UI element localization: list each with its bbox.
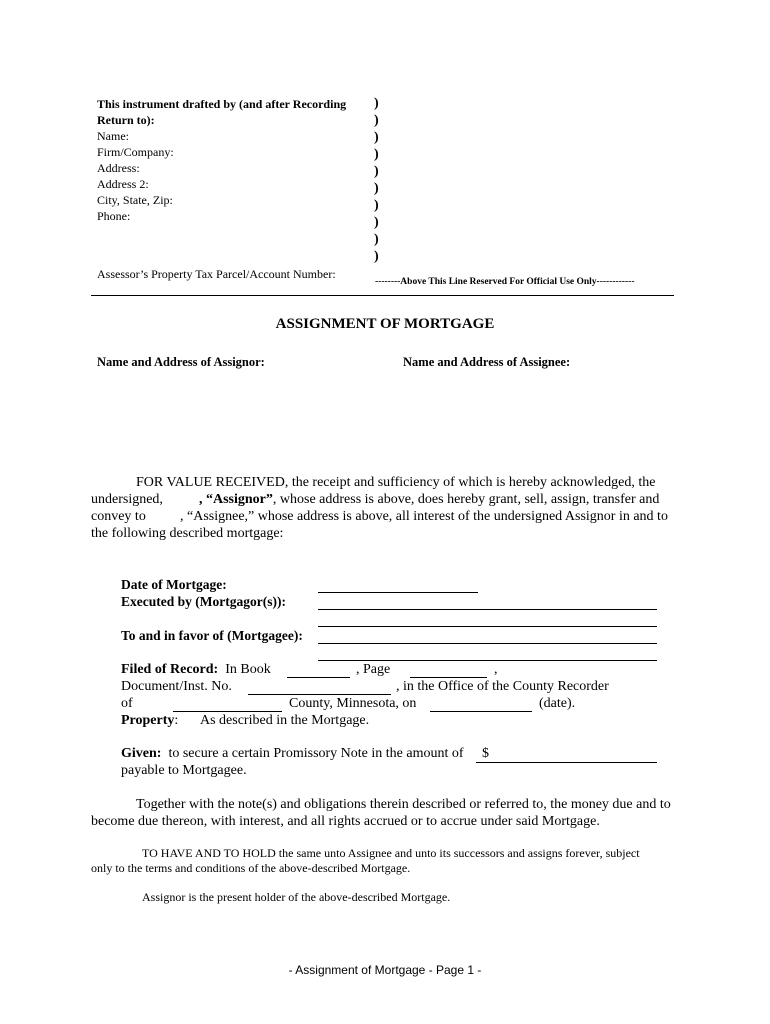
property-row [121,713,178,729]
document-title: ASSIGNMENT OF MORTGAGE [275,316,495,332]
property-colon: : [174,713,179,728]
together-line-2: become due thereon, with interest, and all rights accrued or to accrue under said Mortgage. [91,814,600,829]
together-line-1: Together with the note(s) and obligations therein described or referred to, the money due and to [136,797,671,812]
paren-mark: ) [374,215,379,230]
page-text: , Page [356,662,391,677]
assignor-label: Name and Address of Assignor: [97,355,265,369]
payable-text: payable to Mortgagee. [121,763,247,778]
given-label: Given: [121,746,162,761]
paren-mark: ) [374,147,379,162]
property-text: As described in the Mortgage. [200,713,370,728]
mortgagee-blank-2 [318,660,657,661]
firm-label: Firm/Company: [97,145,174,159]
page-blank [410,677,487,678]
parcel-label: Assessor’s Property Tax Parcel/Account Number: [97,267,336,281]
executed-by-blank [318,609,657,610]
convey-to-text: convey to [91,509,146,524]
filed-of-record-row [121,662,271,678]
paren-mark: ) [374,96,379,111]
county-minnesota-text: County, Minnesota, on [289,696,417,711]
assignor-term: , “Assignor” [199,492,273,507]
county-recorder-text: , in the Office of the County Recorder [396,679,609,694]
consideration-line-2-rest: , whose address is above, does hereby grant, sell, assign, transfer and [272,492,660,507]
amount-blank [476,762,657,763]
name-label: Name: [97,129,129,143]
mortgagee-label: To and in favor of (Mortgagee): [121,628,303,643]
date-of-mortgage-label: Date of Mortgage: [121,577,227,592]
address2-label: Address 2: [97,177,149,191]
recorded-date-blank [430,711,532,712]
habendum-line-1: TO HAVE AND TO HOLD the same unto Assignee and unto its successors and assigns forever, subject [142,846,640,860]
in-book-text: In Book [225,662,271,677]
property-label: Property [121,713,175,728]
header-divider [91,295,674,296]
county-blank [173,711,282,712]
mortgagee-blank [318,643,657,644]
paren-mark: ) [374,130,379,145]
consideration-line-2 [199,492,659,508]
executed-by-blank-2 [318,626,657,627]
page-footer: - Assignment of Mortgage - Page 1 - [288,963,482,977]
doc-inst-label: Document/Inst. No. [121,679,232,694]
page-comma: , [494,662,498,677]
paren-mark: ) [374,249,379,264]
paren-mark: ) [374,232,379,247]
undersigned-text: undersigned, [91,492,163,507]
date-of-mortgage-blank [318,592,478,593]
book-blank [287,677,350,678]
filed-of-record-label: Filed of Record: [121,662,219,677]
given-row [121,746,464,762]
paren-mark: ) [374,198,379,213]
paren-mark: ) [374,113,379,128]
executed-by-label: Executed by (Mortgagor(s)): [121,594,286,609]
habendum-line-2: only to the terms and conditions of the above-described Mortgage. [91,861,411,875]
assignee-label: Name and Address of Assignee: [403,355,571,369]
date-suffix: (date). [539,696,576,711]
city-state-zip-label: City, State, Zip: [97,193,173,207]
paren-mark: ) [374,164,379,179]
given-text: to secure a certain Promissory Note in the amount of [168,746,464,761]
dollar-sign: $ [482,746,489,761]
doc-inst-blank [248,694,391,695]
official-use-note: --------Above This Line Reserved For Official Use Only------------ [375,277,635,287]
consideration-line-4: the following described mortgage: [91,526,284,541]
phone-label: Phone: [97,209,131,223]
holder-statement: Assignor is the present holder of the above-described Mortgage. [142,890,451,904]
consideration-line-1: FOR VALUE RECEIVED, the receipt and sufficiency of which is hereby acknowledged, the [136,475,656,490]
consideration-line-3: , “Assignee,” whose address is above, all interest of the undersigned Assignor in and to [180,509,668,524]
address-label: Address: [97,161,140,175]
drafted-by-label: This instrument drafted by (and after Recording [97,97,347,111]
of-text: of [121,696,133,711]
paren-mark: ) [374,181,379,196]
return-to-label: Return to): [97,113,155,127]
